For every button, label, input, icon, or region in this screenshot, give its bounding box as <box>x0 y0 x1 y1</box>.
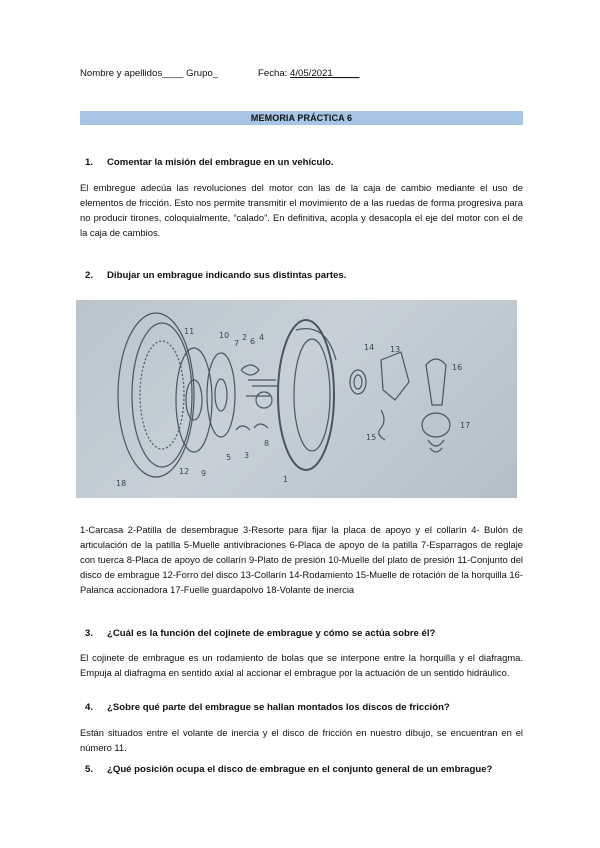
flywheel-sketch <box>118 313 194 477</box>
answer-4: Están situados entre el volante de inercia y el disco de fricción en nuestro dibujo, se encuentran en el número 11. <box>80 727 523 753</box>
dust-boot-sketch <box>422 413 450 437</box>
housing-inner-sketch <box>294 339 330 451</box>
label-2: 2 <box>242 333 248 342</box>
question-1 <box>80 157 334 168</box>
label-14: 14 <box>364 343 375 352</box>
label-3: 3 <box>244 451 250 460</box>
flywheel-inner-sketch <box>132 323 195 467</box>
date-field <box>258 68 359 79</box>
springs-sketch <box>236 424 268 430</box>
label-17: 17 <box>460 421 471 430</box>
question-number: 2. <box>85 270 94 281</box>
label-6: 6 <box>250 337 256 346</box>
page-title: MEMORIA PRÁCTICA 6 <box>80 111 523 125</box>
clutch-sketch <box>76 300 517 498</box>
question-3 <box>80 628 435 639</box>
label-15: 15 <box>366 433 377 442</box>
question-text: Dibujar un embrague indicando sus distintas partes. <box>107 270 347 281</box>
label-10: 10 <box>219 331 230 340</box>
label-9: 9 <box>201 469 207 478</box>
question-text: Comentar la misión del embrague en un vehículo. <box>107 157 334 168</box>
question-text: ¿Sobre qué parte del embrague se hallan montados los discos de fricción? <box>107 702 450 713</box>
answer-1: El embregue adecúa las revoluciones del motor con las de la caja de cambio mediante el uso de elementos de fricción. Esto nos permite transmitir el movimiento de a las ruedas de forma progresiva para no producir tirones, coloquialmente, “calado”. En definitiva, acopla y desacopla el eje del motor con el de la caja de cambios. <box>80 182 523 238</box>
label-8: 8 <box>264 439 270 448</box>
question-number: 3. <box>85 628 94 639</box>
header-line <box>80 68 360 79</box>
question-text: ¿Cuál es la función del cojinete de embrague y cómo se actúa sobre él? <box>107 628 436 639</box>
return-spring-sketch <box>379 410 385 440</box>
question-4 <box>80 702 450 713</box>
washer-sketch <box>256 392 272 408</box>
bearing-sketch <box>350 370 366 394</box>
question-text: ¿Qué posición ocupa el disco de embrague en el conjunto general de un embrague? <box>107 764 493 775</box>
date-value: 4/05/2021_____ <box>290 68 360 79</box>
drawing-labels <box>116 327 470 488</box>
pressure-plate-sketch <box>207 353 235 437</box>
label-7: 7 <box>234 339 240 348</box>
clutch-drawing-photo <box>76 300 517 498</box>
label-13: 13 <box>390 345 401 354</box>
parts-legend: 1-Carcasa 2-Patilla de desembrague 3-Resorte para fijar la placa de apoyo y el collarín 4- Bulón de articulación de la patilla 5-Muelle antivibraciones 6-Placa de apoyo de la patilla 7-Esparragos de reglaje con tuerca 8-Placa de apoyo de collarín 9-Plato de presión 10-Muelle del plato de presión 11-Conjunto del disco de embrague 12-Forro del disco 13-Collarín 14-Rodamiento 15-Muelle de rotación de la horquilla 16-Palanca accionadora 17-Fuelle guardapolvo 18-Volante de inercia <box>80 524 523 595</box>
bearing-inner-sketch <box>354 375 362 389</box>
question-number: 5. <box>85 764 94 775</box>
answer-3: El cojinete de embrague es un rodamiento de bolas que se interpone entre la horquilla y el diafragma. Empuja al diafragma en sentido axial al accionar el embrague por la actuación de un sentido hidráulico. <box>80 652 523 678</box>
question-2 <box>80 270 346 281</box>
label-16: 16 <box>452 363 463 372</box>
question-number: 1. <box>85 157 94 168</box>
label-12: 12 <box>179 467 190 476</box>
name-group-label: Nombre y apellidos____ Grupo_ <box>80 68 219 79</box>
pressure-plate-center-sketch <box>215 379 227 411</box>
label-11: 11 <box>184 327 195 336</box>
label-1: 1 <box>283 475 289 484</box>
collar-sketch <box>381 352 409 400</box>
flywheel-teeth-sketch <box>140 341 184 449</box>
label-18: 18 <box>116 479 127 488</box>
spring-part-sketch <box>241 365 259 375</box>
label-5: 5 <box>226 453 232 462</box>
question-number: 4. <box>85 702 94 713</box>
label-4: 4 <box>259 333 265 342</box>
question-5 <box>80 764 492 775</box>
fork-lever-sketch <box>426 359 446 405</box>
dust-boot-folds-sketch <box>428 440 444 452</box>
date-label: Fecha: <box>258 68 290 79</box>
small-parts-sketch <box>246 380 278 396</box>
